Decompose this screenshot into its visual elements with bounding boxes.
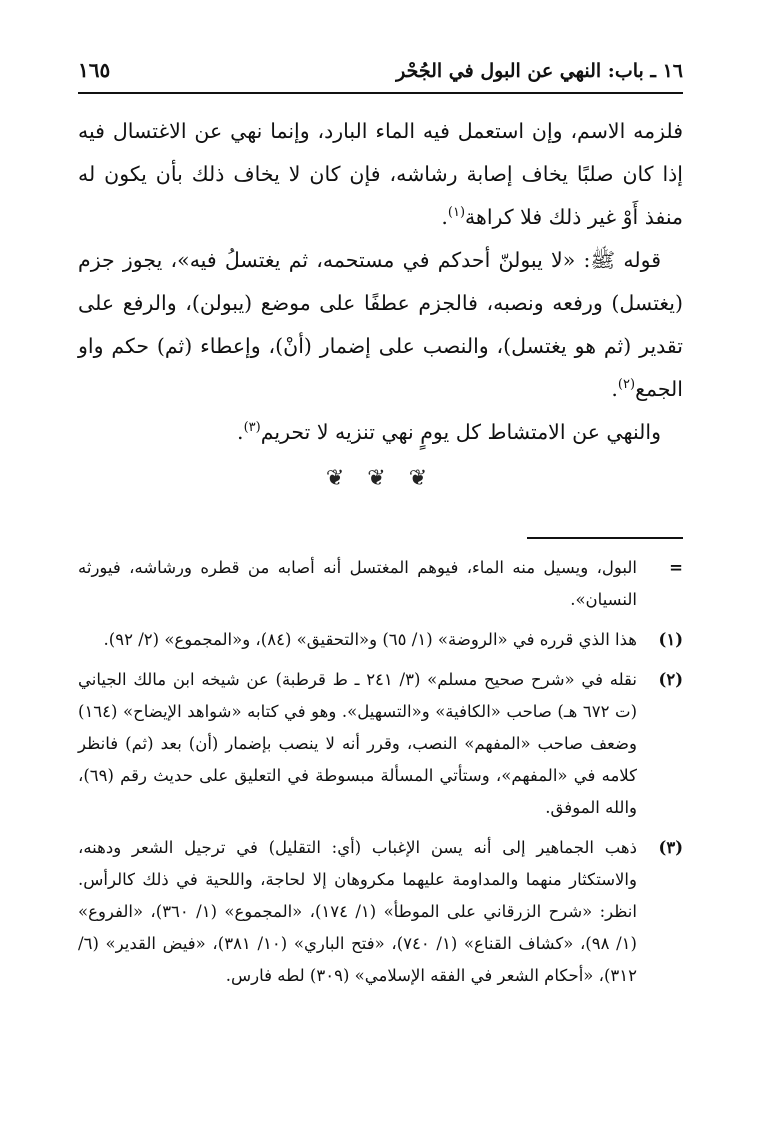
paragraph-2: قوله ﷺ: «لا يبولنّ أحدكم في مستحمه، ثم يغتسلُ فيه»، يجوز جزم (يغتسل) ورفعه ونصبه، فالجزم عطفًا على موضع (يبولن)، والرفع على تقدير (ثم هو يغتسل)، والنصب على إضمار (أنْ)، وإعطاء (ثم) حكم واو الجمع$^{(٢)}$.	[78, 248, 683, 401]
footnote-ref-2[interactable]: (٢)	[617, 377, 636, 393]
footnotes	[78, 552, 683, 1000]
footnote-3	[78, 832, 683, 992]
footnote-mark: =	[669, 558, 683, 577]
section-ornament: ❦ ❦ ❦	[325, 466, 436, 491]
footnote-1	[78, 624, 683, 656]
paragraph-3: والنهي عن الامتشاط كل يومٍ نهي تنزيه لا تحريم$^{(٣)}$.	[237, 420, 661, 444]
footnote-text: نقله في «شرح صحيح مسلم» (٣/ ٢٤١ ـ ط قرطبة) عن شيخه ابن مالك الجياني (ت ٦٧٢ هـ) صاحب «الكافية» و«التسهيل». وهو في كتابه «شواهد الإيضاح» (١٦٤) وضعف صاحب «المفهم» النصب، وقرر أنه لا ينصب بإضمار (أن) بعد (ثم) فانظر كلامه في «المفهم»، وستأتي المسألة مبسوطة في التعليق على حديث رقم (٦٩)، والله الموفق.	[78, 670, 638, 817]
footnote-2	[78, 664, 683, 824]
page-number: ١٦٥	[78, 58, 111, 82]
footnote-text: البول، ويسيل منه الماء، فيوهم المغتسل أنه أصابه من قطره ورشاشه، فيورثه النسيان».	[78, 558, 637, 609]
footnote-ref-1[interactable]: (١)	[447, 205, 466, 221]
footnote-ref-3[interactable]: (٣)	[243, 420, 261, 436]
footnote-text: هذا الذي قرره في «الروضة» (١/ ٦٥) و«التحقيق» (٨٤)، و«المجموع» (٢/ ٩٢).	[103, 630, 637, 649]
footnote-mark: (٢)	[658, 670, 683, 689]
footnote-mark: (٣)	[658, 838, 683, 857]
footnote-mark: (١)	[658, 630, 683, 649]
paragraph-1: فلزمه الاسم، وإن استعمل فيه الماء البارد، وإنما نهي عن الاغتسال فيه إذا كان صلبًا يخاف إصابة رشاشه، فإن كان لا يخاف ذلك بأن يكون له منفذ أَوْ غير ذلك فلا كراهة$^{(١)}$.	[78, 119, 684, 229]
footnote-text: ذهب الجماهير إلى أنه يسن الإغباب (أي: التقليل) في ترجيل الشعر ودهنه، والاستكثار منهما والمداومة عليهما مكروهان إلا لحاجة، واللحية في ذلك كالرأس. انظر: «شرح الزرقاني على الموطأ» (١/ ١٧٤)، «المجموع» (١/ ٣٦٠)، «الفروع» (١/ ٩٨)، «كشاف القناع» (١/ ٧٤٠)، «فتح الباري» (١٠/ ٣٨١)، «فيض القدير» (٦/ ٣١٢)، «أحكام الشعر في الفقه الإسلامي» (٣٠٩) لطه فارس.	[78, 838, 637, 985]
footnote-continuation	[78, 552, 683, 616]
main-text	[78, 110, 683, 454]
page-header	[78, 52, 683, 92]
header-rule	[78, 92, 683, 94]
chapter-title: ١٦ ـ باب: النهي عن البول في الجُحْر	[396, 60, 683, 82]
footnote-separator	[527, 537, 683, 539]
